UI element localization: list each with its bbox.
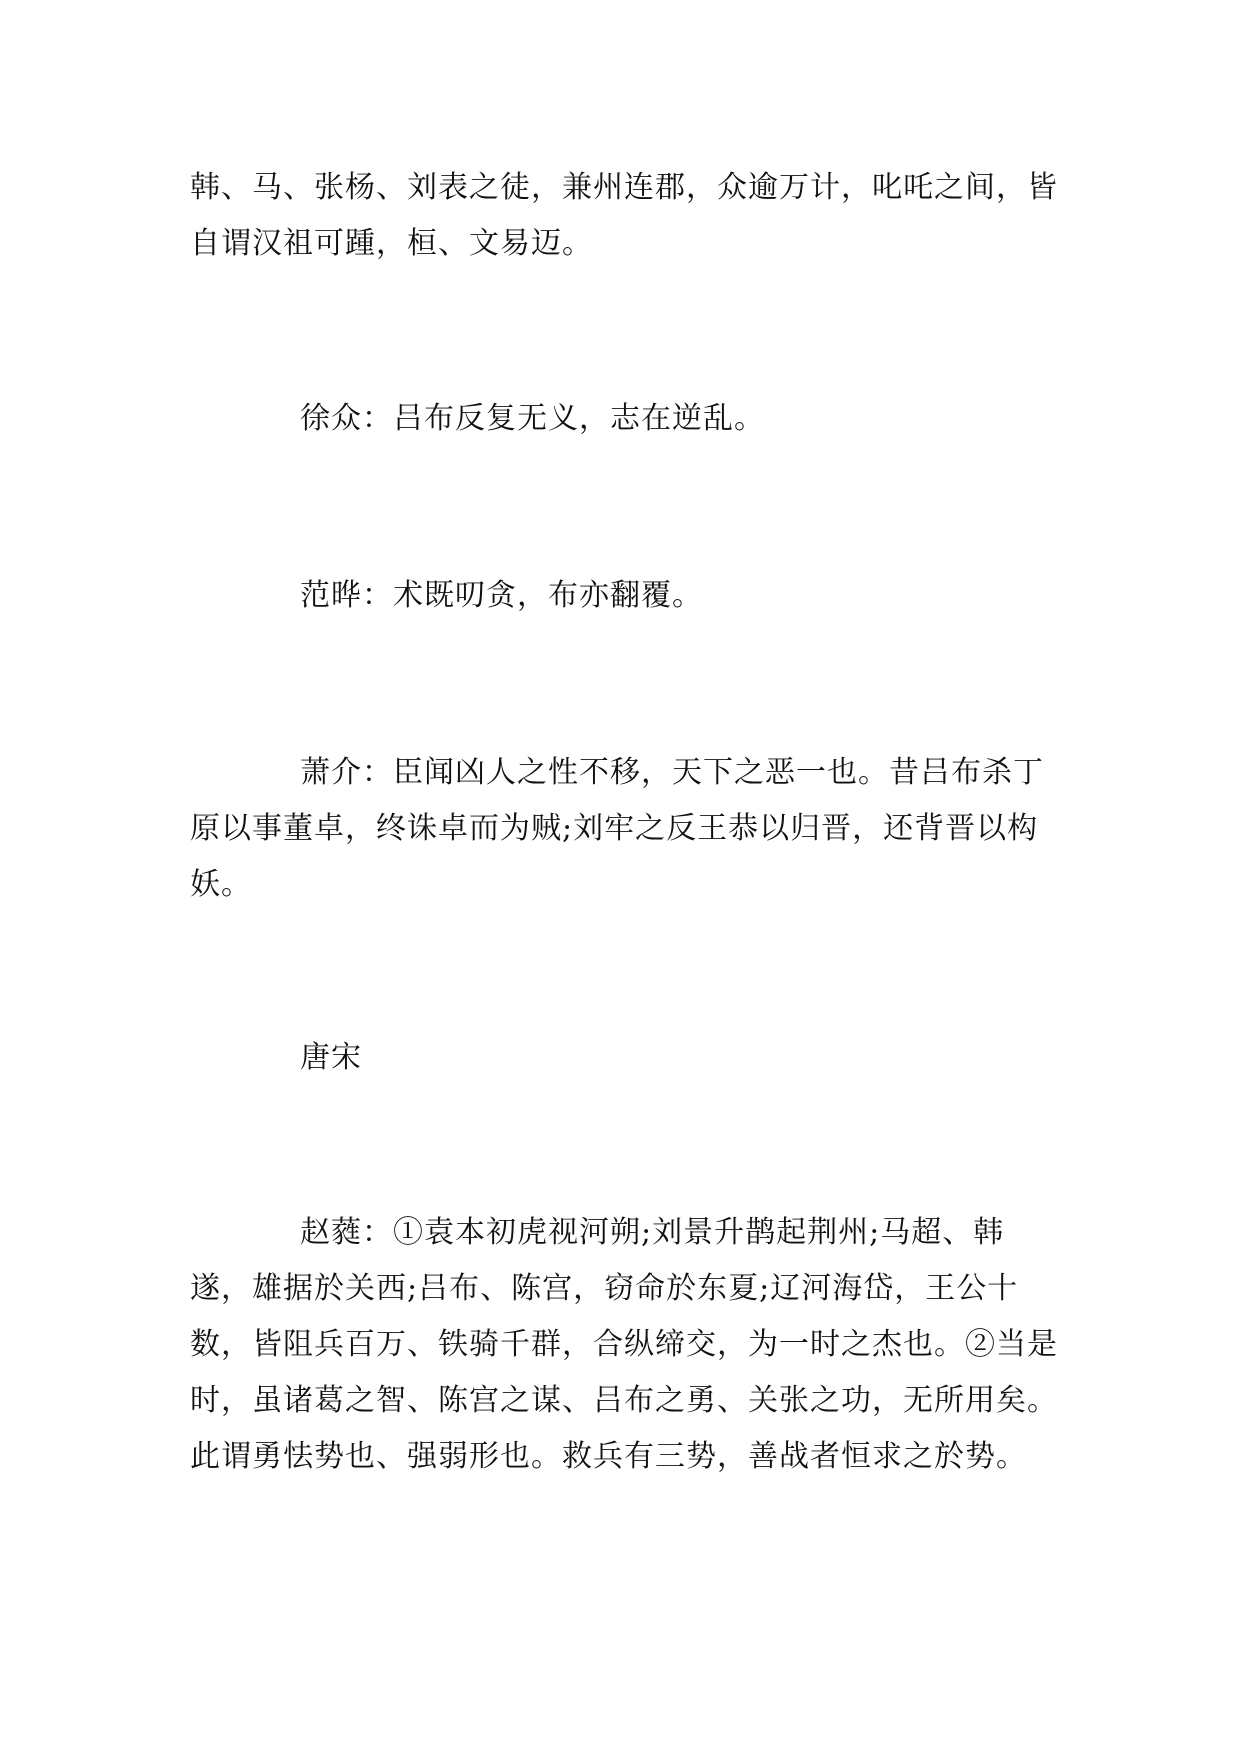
section-heading-tang-song: 唐宋 <box>300 1040 362 1075</box>
paragraph-zhao-rui: 赵蕤：①袁本初虎视河朔;刘景升鹊起荆州;马超、韩遂，雄据於关西;吕布、陈宫，窃命於东夏;辽河海岱，王公十数，皆阻兵百万、铁骑千群，合纵缔交，为一时之杰也。②当是时，虽诸葛之智、陈宫之谋、吕布之勇、关张之功，无所用矣。此谓勇怯势也、强弱形也。救兵有三势，善战者恒求之於势。 <box>190 1215 1058 1474</box>
paragraph-continuation: 韩、马、张杨、刘表之徒，兼州连郡，众逾万计，叱吒之间，皆自谓汉祖可踵，桓、文易迈。 <box>190 170 1058 261</box>
paragraph-xiao-jie: 萧介：臣闻凶人之性不移，天下之恶一也。昔吕布杀丁原以事董卓，终诛卓而为贼;刘牢之反王恭以归晋，还背晋以构妖。 <box>190 755 1044 902</box>
paragraph-xu-zhong: 徐众：吕布反复无义，志在逆乱。 <box>300 401 765 436</box>
paragraph-fan-ye: 范晔：术既叨贪，布亦翻覆。 <box>300 578 703 613</box>
